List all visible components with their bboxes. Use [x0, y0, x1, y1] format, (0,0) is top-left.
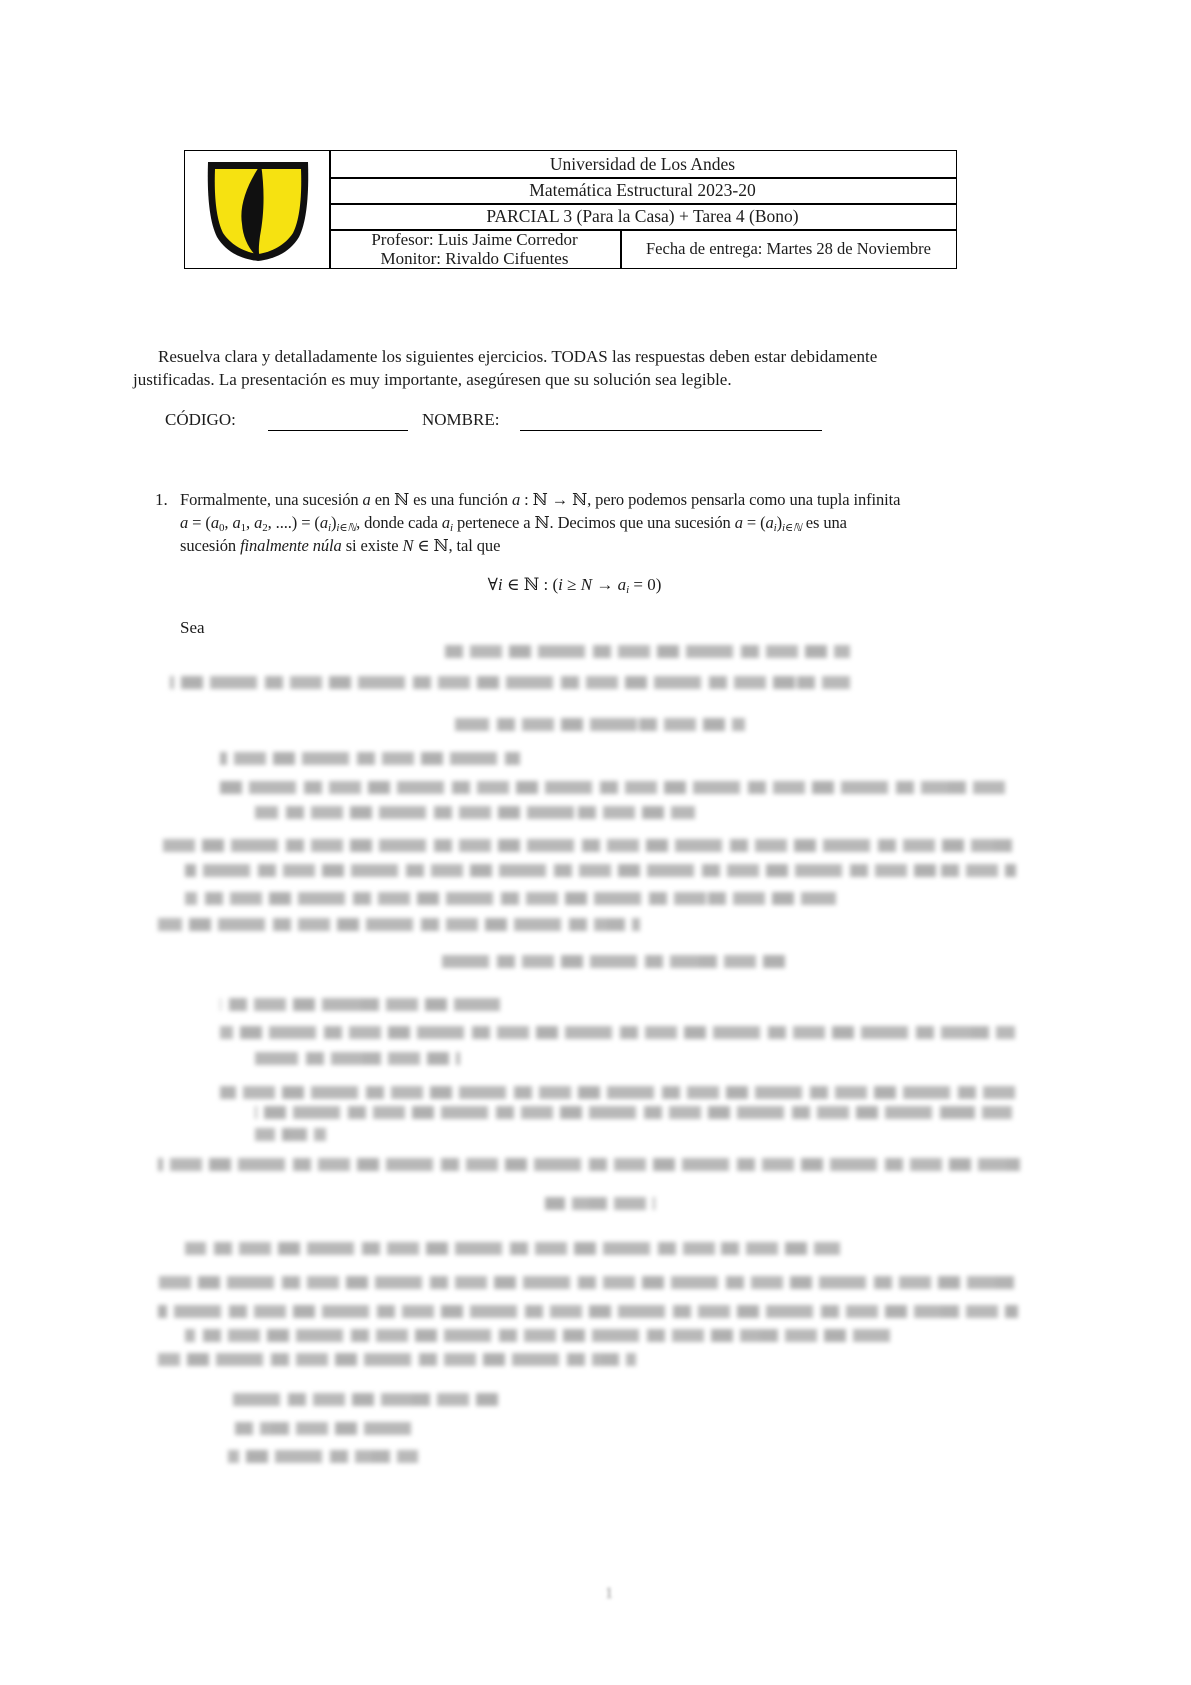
- blurred-text-line: [160, 839, 1016, 852]
- blurred-text-line: [158, 1276, 1020, 1289]
- blurred-text-line: [185, 1329, 890, 1342]
- blurred-text-line: [158, 1353, 636, 1366]
- university-name: Universidad de Los Andes: [549, 154, 736, 174]
- blurred-text-line: [220, 1086, 1015, 1099]
- blurred-text-line: [435, 955, 785, 968]
- exercise-1-text-line-3: sucesión finalmente núla si existe N ∈ ℕ, tal que: [180, 536, 501, 555]
- blurred-text-line: [445, 645, 850, 658]
- blurred-text-line: [255, 1128, 326, 1141]
- monitor-line: Monitor: Rivaldo Cifuentes: [380, 249, 569, 268]
- blurred-text-line: [185, 864, 1016, 877]
- blurred-text-line: [545, 1197, 655, 1210]
- blurred-text-line: [255, 1106, 1012, 1119]
- exercise-1-display-formula: ∀i ∈ ℕ : (i ≥ N → ai = 0): [487, 575, 662, 596]
- blurred-text-line: [455, 718, 745, 731]
- blurred-text-line: [220, 998, 500, 1011]
- intro-paragraph-line-1: Resuelva clara y detalladamente los siguientes ejercicios. TODAS las respuestas deben estar debidamente: [158, 347, 878, 366]
- intro-paragraph-line-2: justificadas. La presentación es muy importante, asegúresen que su solución sea legible.: [133, 370, 732, 389]
- blurred-text-line: [220, 781, 1012, 794]
- blurred-text-line: [220, 1026, 1015, 1039]
- blurred-text-line: [228, 1422, 412, 1435]
- codigo-label: CÓDIGO:: [165, 410, 236, 429]
- due-date-cell: Fecha de entrega: Martes 28 de Noviembre: [646, 239, 931, 258]
- exam-title: PARCIAL 3 (Para la Casa) + Tarea 4 (Bono): [486, 206, 799, 226]
- nombre-label: NOMBRE:: [422, 410, 500, 429]
- blurred-text-line: [220, 752, 520, 765]
- course-name: Matemática Estructural 2023-20: [529, 180, 756, 200]
- exercise-1-text-line-1: Formalmente, una sucesión a en ℕ es una función a : ℕ → ℕ, pero podemos pensarla como una tupla infinita: [180, 490, 901, 509]
- blurred-text-line: [158, 1305, 1018, 1318]
- blurred-text-line: [255, 806, 695, 819]
- sea-label: Sea: [180, 618, 205, 637]
- exercise-1-text-line-2: a = (a0, a1, a2, ....) = (ai)i∈ℕ, donde cada ai pertenece a ℕ. Decimos que una sucesión a = (ai)i∈ℕ es una: [180, 513, 847, 534]
- blurred-text-line: [228, 1450, 418, 1463]
- blurred-text-line: [158, 1158, 1020, 1171]
- page-number: 1: [605, 1585, 613, 1602]
- blurred-text-line: [185, 892, 836, 905]
- professor-line: Profesor: Luis Jaime Corredor: [371, 230, 578, 249]
- exercise-1-number: 1.: [155, 490, 168, 509]
- blurred-text-line: [185, 1242, 840, 1255]
- blurred-text-line: [158, 918, 640, 931]
- blurred-text-line: [255, 1052, 460, 1065]
- blurred-text-line: [228, 1393, 500, 1406]
- blurred-text-line: [170, 676, 850, 689]
